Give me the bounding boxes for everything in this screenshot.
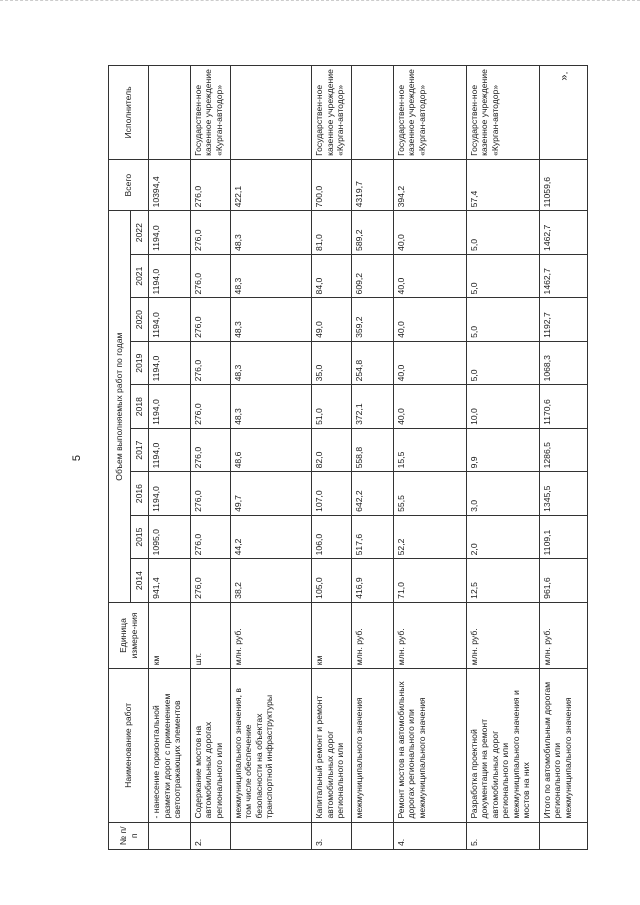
year-value: 254,8 <box>351 341 393 384</box>
executor: Государствен-ное казенное учреждение «Курган-автодор» <box>312 66 352 160</box>
table-row <box>539 66 587 850</box>
header-year: 2016 <box>131 472 149 515</box>
year-value: 558,8 <box>351 428 393 471</box>
total-value: 276,0 <box>190 159 230 210</box>
year-value: 1194,0 <box>149 254 191 297</box>
year-value: 40,0 <box>393 211 466 255</box>
header-unit: Единица измере-ния <box>109 602 149 668</box>
year-value: 55,5 <box>393 472 466 515</box>
year-value: 517,6 <box>351 515 393 558</box>
year-value: 2,0 <box>466 515 539 558</box>
header-executor: Исполнитель <box>109 66 149 160</box>
executor <box>149 66 191 160</box>
year-value: 276,0 <box>190 298 230 341</box>
year-value: 1345,5 <box>539 472 587 515</box>
row-number: 2. <box>190 822 230 849</box>
year-value: 1194,0 <box>149 428 191 471</box>
year-value: 1068,3 <box>539 341 587 384</box>
year-value: 48,3 <box>230 211 312 255</box>
year-value: 642,2 <box>351 472 393 515</box>
unit: млн. руб. <box>539 602 587 668</box>
row-number <box>149 822 191 849</box>
year-value: 589,2 <box>351 211 393 255</box>
table-row <box>466 66 539 850</box>
year-value: 609,2 <box>351 254 393 297</box>
header-year: 2017 <box>131 428 149 471</box>
header-no: № п/п <box>109 822 149 849</box>
table-row <box>312 66 352 850</box>
work-name: Итого по автомобильным дорогам регионального или межмуниципального значения <box>539 669 587 822</box>
header-year: 2018 <box>131 385 149 428</box>
year-value: 5,0 <box>466 341 539 384</box>
year-value: 49,7 <box>230 472 312 515</box>
year-value: 40,0 <box>393 385 466 428</box>
unit: шт. <box>190 602 230 668</box>
header-total: Всего <box>109 159 149 210</box>
year-value: 10,0 <box>466 385 539 428</box>
year-value: 12,5 <box>466 559 539 602</box>
year-value: 416,9 <box>351 559 393 602</box>
header-year: 2019 <box>131 341 149 384</box>
year-value: 5,0 <box>466 254 539 297</box>
year-value: 44,2 <box>230 515 312 558</box>
work-name: Ремонт мостов на автомобильных дорогах регионального или межмуниципального значения <box>393 669 466 822</box>
year-value: 1286,5 <box>539 428 587 471</box>
row-number <box>539 822 587 849</box>
year-value: 276,0 <box>190 428 230 471</box>
year-value: 48,3 <box>230 385 312 428</box>
work-name: Капитальный ремонт и ремонт автомобильных дорог регионального или <box>312 669 352 822</box>
year-value: 35,0 <box>312 341 352 384</box>
header-year: 2020 <box>131 298 149 341</box>
executor: Государствен-ное казенное учреждение «Курган-автодор» <box>190 66 230 160</box>
year-value: 276,0 <box>190 472 230 515</box>
year-value: 1194,0 <box>149 385 191 428</box>
year-value: 1194,0 <box>149 472 191 515</box>
row-number: 4. <box>393 822 466 849</box>
closing-quote: ». <box>558 71 571 81</box>
year-value: 359,2 <box>351 298 393 341</box>
total-value: 700,0 <box>312 159 352 210</box>
year-value: 84,0 <box>312 254 352 297</box>
row-number: 5. <box>466 822 539 849</box>
row-number <box>230 822 312 849</box>
total-value: 422,1 <box>230 159 312 210</box>
year-value: 5,0 <box>466 211 539 255</box>
header-volume: Объем выполняемых работ по годам <box>109 211 131 602</box>
header-year: 2022 <box>131 211 149 255</box>
year-value: 40,0 <box>393 298 466 341</box>
unit: км <box>312 602 352 668</box>
year-value: 38,2 <box>230 559 312 602</box>
year-value: 48,3 <box>230 341 312 384</box>
year-value: 941,4 <box>149 559 191 602</box>
year-value: 5,0 <box>466 298 539 341</box>
year-value: 48,6 <box>230 428 312 471</box>
year-value: 40,0 <box>393 254 466 297</box>
year-value: 1192,7 <box>539 298 587 341</box>
row-number <box>351 822 393 849</box>
table-row <box>393 66 466 850</box>
executor <box>230 66 312 160</box>
year-value: 961,6 <box>539 559 587 602</box>
year-value: 1170,6 <box>539 385 587 428</box>
year-value: 1109,1 <box>539 515 587 558</box>
year-value: 106,0 <box>312 515 352 558</box>
year-value: 1095,0 <box>149 515 191 558</box>
year-value: 276,0 <box>190 559 230 602</box>
year-value: 51,0 <box>312 385 352 428</box>
year-value: 1462,7 <box>539 211 587 255</box>
year-value: 9,9 <box>466 428 539 471</box>
work-name: Содержание мостов на автомобильных дорогах регионального или <box>190 669 230 822</box>
total-value: 10394,4 <box>149 159 191 210</box>
year-value: 49,0 <box>312 298 352 341</box>
executor <box>351 66 393 160</box>
year-value: 276,0 <box>190 385 230 428</box>
scan-border <box>0 0 640 9</box>
row-number: 3. <box>312 822 352 849</box>
total-value: 4319,7 <box>351 159 393 210</box>
year-value: 276,0 <box>190 254 230 297</box>
total-value: 11059,6 <box>539 159 587 210</box>
year-value: 48,3 <box>230 254 312 297</box>
work-name: Разработка проектной документации на ремонт автомобильных дорог регионального или межмуниципального значения и мостов на них <box>466 669 539 822</box>
year-value: 372,1 <box>351 385 393 428</box>
year-value: 107,0 <box>312 472 352 515</box>
year-value: 81,0 <box>312 211 352 255</box>
header-year: 2015 <box>131 515 149 558</box>
table-row <box>230 66 312 850</box>
unit: млн. руб. <box>393 602 466 668</box>
year-value: 1462,7 <box>539 254 587 297</box>
works-table <box>108 65 588 850</box>
year-value: 276,0 <box>190 211 230 255</box>
year-value: 105,0 <box>312 559 352 602</box>
total-value: 57,4 <box>466 159 539 210</box>
unit: млн. руб. <box>351 602 393 668</box>
table-row <box>149 66 191 850</box>
rotated-table-wrapper <box>108 65 588 850</box>
work-name: - нанесение горизонтальной разметки дорог с применением светоотражающих элементов <box>149 669 191 822</box>
total-value: 394,2 <box>393 159 466 210</box>
unit: млн. руб. <box>466 602 539 668</box>
header-name: Наименование работ <box>109 669 149 822</box>
executor: Государствен-ное казенное учреждение «Курган-автодор» <box>466 66 539 160</box>
year-value: 71,0 <box>393 559 466 602</box>
year-value: 52,2 <box>393 515 466 558</box>
executor: Государствен-ное казенное учреждение «Курган-автодор» <box>393 66 466 160</box>
year-value: 15,5 <box>393 428 466 471</box>
work-name: межмуниципального значения <box>351 669 393 822</box>
table-row <box>190 66 230 850</box>
year-value: 276,0 <box>190 341 230 384</box>
year-value: 1194,0 <box>149 341 191 384</box>
year-value: 1194,0 <box>149 211 191 255</box>
year-value: 40,0 <box>393 341 466 384</box>
year-value: 48,3 <box>230 298 312 341</box>
year-value: 276,0 <box>190 515 230 558</box>
unit: км <box>149 602 191 668</box>
page-number: 5 <box>71 454 84 462</box>
year-value: 3,0 <box>466 472 539 515</box>
year-value: 82,0 <box>312 428 352 471</box>
table-row <box>351 66 393 850</box>
year-value: 1194,0 <box>149 298 191 341</box>
unit: млн. руб. <box>230 602 312 668</box>
work-name: межмуниципального значения, в том числе обеспечение безопасности на объектах транспортной инфраструктуры <box>230 669 312 822</box>
header-year: 2021 <box>131 254 149 297</box>
executor <box>539 66 587 160</box>
header-year: 2014 <box>131 559 149 602</box>
